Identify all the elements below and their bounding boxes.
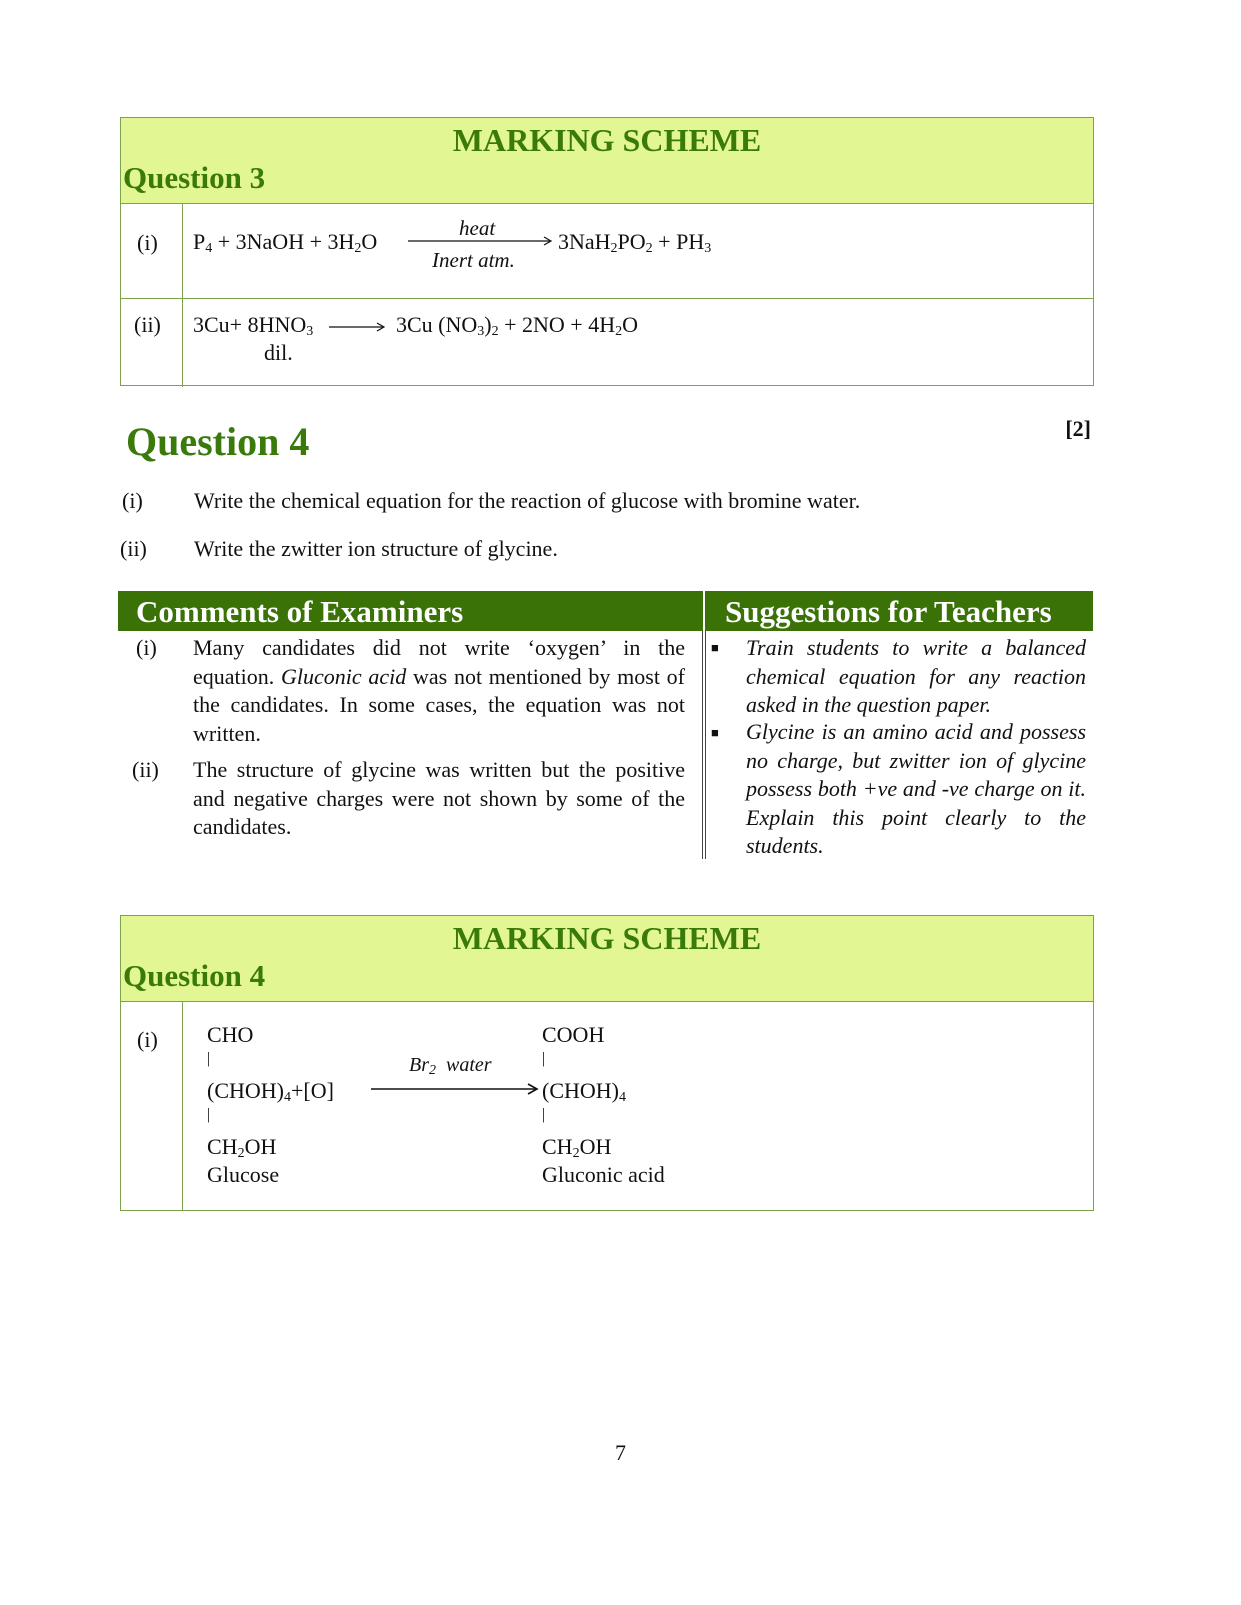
question-part-text: Write the chemical equation for the reaction of glucose with bromine water.	[194, 488, 861, 513]
marking-scheme-q3	[120, 117, 1094, 386]
column-divider	[702, 631, 703, 859]
gluconic-choh: $(CHOH)_4$	[542, 1078, 626, 1105]
suggestions-header: Suggestions for Teachers	[705, 591, 1093, 631]
marking-scheme-header	[121, 118, 1093, 204]
equation-rhs: $3NaH_2PO_2 + PH_3$	[558, 229, 712, 256]
glucose-ch2oh: $CH_2OH$	[207, 1134, 277, 1161]
gluconic-bond: |	[542, 1106, 546, 1123]
reaction-arrow	[371, 1081, 541, 1097]
gluconic-ch2oh: $CH_2OH$	[542, 1134, 612, 1161]
condition-below-arrow: Inert atm.	[432, 248, 515, 272]
glucose-bond: |	[207, 1050, 211, 1067]
equation-rhs: 3Cu $(NO_3)_2 + 2NO + 4H_2O$	[396, 312, 638, 339]
glucose-label: Glucose	[207, 1162, 280, 1187]
gluconic-label: Gluconic acid	[542, 1162, 665, 1187]
bullet-icon: ■	[711, 725, 719, 740]
reagent-condition: dil.	[264, 340, 293, 365]
question-part-number: (ii)	[120, 536, 147, 561]
glucose-cho: CHO	[207, 1022, 254, 1047]
question-title: Question 4	[126, 419, 310, 464]
marking-scheme-title: MARKING SCHEME	[452, 122, 762, 158]
marking-scheme-q4	[120, 915, 1094, 1211]
reaction-arrow	[408, 234, 554, 248]
suggestion-text: Glycine is an amino acid and possess no charge, but zwitter ion of glycine possess both +ve and -ve charge on it. Explain this point clearly to the students.	[746, 719, 1086, 858]
reaction-arrow	[329, 320, 387, 334]
answer-number: (ii)	[134, 312, 161, 337]
bullet-icon: ■	[711, 640, 719, 655]
marking-scheme-header	[121, 916, 1093, 1002]
comment-text: Many candidates did not write ‘oxygen’ in the equation. Gluconic acid was not mentioned by most of the candidates. In some cases, the equation was not written.	[193, 635, 685, 746]
equation-lhs: $3Cu+ 8HNO_3$	[193, 312, 314, 339]
question-part-number: (i)	[122, 488, 143, 513]
answer-row	[121, 298, 1093, 387]
equation-lhs: $P_4$ + 3NaOH + $3H_2O$	[193, 229, 378, 256]
gluconic-cooh: COOH	[542, 1022, 605, 1047]
marking-scheme-question: Question 3	[123, 160, 266, 195]
comment-number: (i)	[136, 635, 157, 660]
comment-number: (ii)	[132, 757, 159, 782]
arrow-label: $Br_2$ water	[409, 1054, 492, 1078]
glucose-bond: |	[207, 1106, 211, 1123]
suggestion-text: Train students to write a balanced chemical equation for any reaction asked in the question paper.	[746, 635, 1086, 717]
marking-scheme-question: Question 4	[123, 958, 266, 993]
comment-text: The structure of glycine was written but the positive and negative charges were not shown by some of the candidates.	[193, 757, 685, 839]
question-marks: [2]	[1065, 416, 1091, 441]
marking-scheme-title: MARKING SCHEME	[452, 920, 762, 956]
glucose-choh: $(CHOH)_4+[O]$	[207, 1078, 334, 1105]
answer-number: (i)	[137, 1027, 158, 1052]
answer-number: (i)	[137, 230, 158, 255]
condition-above-arrow: heat	[459, 216, 496, 240]
question-part-text: Write the zwitter ion structure of glycine.	[194, 536, 558, 561]
page-number: 7	[615, 1440, 626, 1465]
column-divider	[705, 631, 706, 859]
answer-row	[121, 204, 1093, 298]
answer-row	[121, 1002, 1093, 1211]
comments-header: Comments of Examiners	[118, 591, 703, 631]
gluconic-bond: |	[542, 1050, 546, 1067]
